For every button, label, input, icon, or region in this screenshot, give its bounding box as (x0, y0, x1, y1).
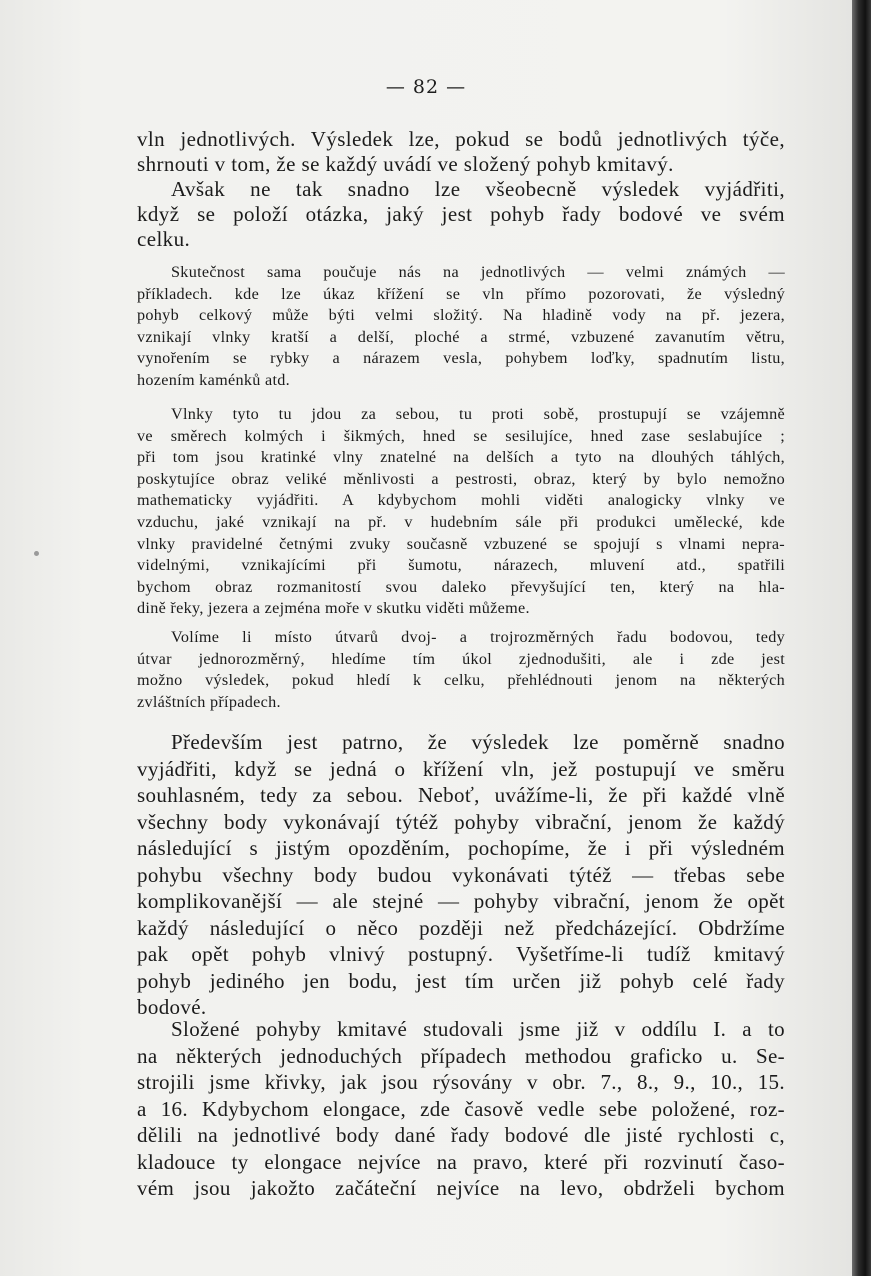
text-line: poskytujíce obraz veliké měnlivosti a pestrosti, obraz, který by bylo nemožno (137, 469, 785, 488)
text-line: každý následující o něco později než předcházející. Obdržíme (137, 915, 785, 940)
text-line: komplikovanější — ale stejné — pohyby vibrační, jenom že opět (137, 889, 785, 913)
paragraph-1 (137, 127, 785, 252)
text-line: ve směrech kolmých i šikmých, hned se sesilujíce, hned zase seslabujíce ; (137, 426, 785, 445)
paragraph-2 (137, 262, 785, 392)
text-line: bychom obraz rozmanitostí svou daleko převyšující ten, který na hla- (137, 577, 785, 596)
text-line: hozením kaménků atd. (137, 370, 290, 389)
text-line: vyjádřiti, když se jedná o křížení vln, jež postupují ve směru (137, 756, 785, 781)
text-line: Skutečnost sama poučuje nás na jednotlivých — velmi známých — (171, 263, 785, 281)
text-line: na některých jednoduchých případech methodou graficko u. Se- (137, 1043, 785, 1068)
text-line: strojili jsme křivky, jak jsou rýsovány v obr. 7., 8., 9., 10., 15. (137, 1070, 785, 1094)
text-line: pohyb celkový může býti velmi složitý. Na hladině vody na př. jezera, (137, 306, 785, 325)
text-line: kladouce ty elongace nejvíce na pravo, které při rozvinutí časo- (137, 1149, 785, 1174)
text-line: vzduchu, jaké vznikají na př. v hudebním sále při produkci umělecké, kde (137, 512, 785, 531)
text-line: zvláštních případech. (137, 692, 281, 711)
text-line: Avšak ne tak snadno lze všeobecně výsledek vyjádřiti, (171, 177, 785, 201)
paragraph-5 (137, 729, 785, 1021)
text-line: vém jsou jakožto začáteční nejvíce na levo, obdrželi bychom (137, 1176, 785, 1200)
text-line: a 16. Kdybychom elongace, zde časově vedle sebe položené, roz- (137, 1096, 785, 1121)
text-line: následující s jistým opozděním, pochopíme, že i při výsledném (137, 836, 785, 860)
text-line: útvar jednorozměrný, hledíme tím úkol zjednodušiti, ale i zde jest (137, 649, 785, 668)
text-line: možno výsledek, pokud hledí k celku, přehlédnouti jenom na některých (137, 671, 785, 690)
text-line: souhlasném, tedy za sebou. Neboť, uvážíme-li, že při každé vlně (137, 783, 785, 807)
paper-speck (34, 551, 39, 556)
paragraph-3 (137, 404, 785, 620)
text-line: dině řeky, jezera a zejména moře v skutku viděti můžeme. (137, 599, 530, 618)
text-line: videlnými, vznikajícími při šumotu, nárazech, mluvení atd., spatřili (137, 556, 785, 575)
text-line: dělili na jednotlivé body dané řady bodové dle jisté rychlosti c, (137, 1123, 785, 1147)
text-line: vln jednotlivých. Výsledek lze, pokud se bodů jednotlivých týče, (137, 127, 785, 151)
text-line: příkladech. kde lze úkaz křížení se vln přímo pozorovati, že výsledný (137, 284, 785, 303)
text-line: Především jest patrno, že výsledek lze poměrně snadno (171, 730, 785, 754)
text-line: při tom jsou kratinké vlny znatelné na delších a tyto na dlouhých táhlých, (137, 448, 785, 467)
text-line: Volíme li místo útvarů dvoj- a trojrozměrných řadu bodovou, tedy (171, 628, 785, 646)
text-line: pohyb jediného jen bodu, jest tím určen již pohyb celé řady (137, 968, 785, 993)
text-line: celku. (137, 227, 191, 251)
text-line: Vlnky tyto tu jdou za sebou, tu proti sobě, prostupují se vzájemně (171, 405, 785, 423)
text-line: pak opět pohyb vlnivý postupný. Vyšetříme-li tudíž kmitavý (137, 942, 785, 966)
text-line: Složené pohyby kmitavé studovali jsme již v oddílu I. a to (171, 1017, 785, 1041)
text-line: vynořením se rybky a nárazem vesla, pohybem loďky, spadnutím listu, (137, 349, 785, 368)
text-line: když se položí otázka, jaký jest pohyb řady bodové ve svém (137, 202, 785, 226)
text-line: bodové. (137, 995, 207, 1019)
book-binding-edge (852, 0, 871, 1276)
text-line: mathematicky vyjádřiti. A kdybychom mohli viděti analogicky vlnky ve (137, 491, 785, 510)
page-number: — 82 — (385, 76, 467, 98)
text-line: pohybu všechny body budou vykonávati týtéž — třebas sebe (137, 862, 785, 887)
text-line: vlnky pravidelné četnými zvuky současně vzbuzené se spojují s vlnami nepra- (137, 534, 785, 553)
text-line: vznikají vlnky kratší a delší, ploché a strmé, vzbuzené zavanutím větru, (137, 327, 785, 346)
text-line: všechny body vykonávají týtéž pohyby vibrační, jenom že každý (137, 809, 785, 834)
text-line: shrnouti v tom, že se každý uvádí ve složený pohyb kmitavý. (137, 152, 674, 176)
paragraph-6 (137, 1016, 785, 1202)
paragraph-4 (137, 627, 785, 713)
